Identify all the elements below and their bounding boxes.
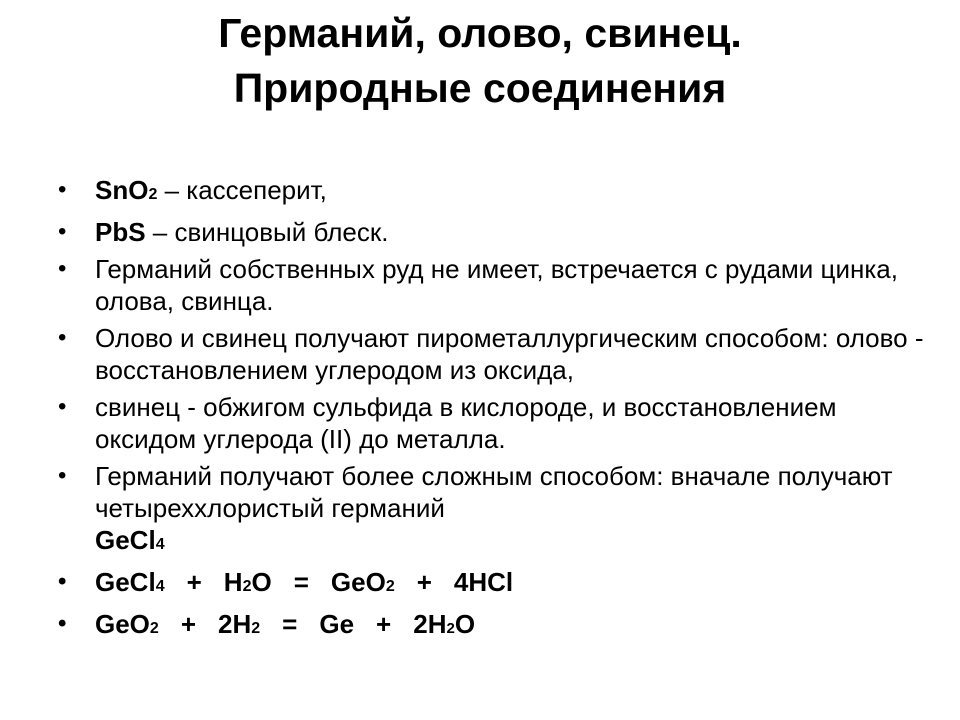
eq-subscript: 2 <box>446 620 455 637</box>
eq-term: O <box>454 609 476 639</box>
item-text: Германий получают более сложным способом: вначале получают четыреххлористый германий <box>95 461 893 523</box>
bullet-list <box>58 174 938 650</box>
bullet-icon: • <box>58 176 67 203</box>
eq-term: 2H <box>218 609 252 639</box>
eq-equals: = <box>282 609 298 639</box>
title-line-1: Германий, олово, свинец. <box>218 10 742 56</box>
eq-subscript: 2 <box>385 578 395 595</box>
eq-term: 4HCl <box>453 567 514 597</box>
bullet-icon: • <box>58 568 67 595</box>
eq-term: H <box>223 567 243 597</box>
formula-subscript: 2 <box>148 186 158 203</box>
eq-term: O <box>251 567 272 597</box>
eq-subscript: 2 <box>242 578 252 595</box>
eq-operator: + <box>180 609 197 639</box>
list-item-ge-ores <box>58 253 938 317</box>
bullet-icon: • <box>58 462 67 489</box>
eq-term: GeO <box>95 609 150 639</box>
formula-subscript: 4 <box>155 536 165 553</box>
list-item-sn-pb <box>58 322 938 386</box>
list-item-pb <box>58 391 938 455</box>
eq-subscript: 2 <box>251 620 261 637</box>
formula: SnO <box>95 175 149 205</box>
bullet-icon: • <box>58 255 67 282</box>
eq-term: 2H <box>413 609 447 639</box>
list-item-equation-1 <box>58 566 938 603</box>
slide-title <box>0 6 960 116</box>
formula: PbS <box>95 217 146 247</box>
item-text: Германий собственных руд не имеет, встречается с рудами цинка, олова, свинца. <box>95 254 898 316</box>
bullet-icon: • <box>58 393 67 420</box>
list-item-equation-2 <box>58 608 938 645</box>
eq-operator: + <box>376 609 392 639</box>
list-item-pbs <box>58 216 938 248</box>
eq-subscript: 2 <box>149 620 159 637</box>
eq-operator: + <box>416 567 432 597</box>
eq-operator: + <box>186 567 202 597</box>
bullet-icon: • <box>58 610 67 637</box>
item-text: – свинцовый блеск. <box>145 217 389 247</box>
eq-subscript: 4 <box>155 578 165 595</box>
eq-equals: = <box>293 567 309 597</box>
formula: GeCl <box>95 525 156 555</box>
eq-term: GeCl <box>95 567 156 597</box>
item-text: Олово и свинец получают пирометаллургическим способом: олово - восстановлением углеродом из оксида, <box>95 323 924 385</box>
item-text: – кассеперит, <box>157 175 327 205</box>
bullet-icon: • <box>58 218 67 245</box>
title-line-2: Природные соединения <box>233 65 727 111</box>
eq-term: Ge <box>319 609 355 639</box>
bullet-icon: • <box>58 324 67 351</box>
item-text: свинец - обжигом сульфида в кислороде, и восстановлением оксидом углерода (II) до металла. <box>95 392 837 454</box>
list-item-ge-method <box>58 460 938 561</box>
eq-term: GeO <box>330 567 386 597</box>
list-item-sno2 <box>58 174 938 211</box>
